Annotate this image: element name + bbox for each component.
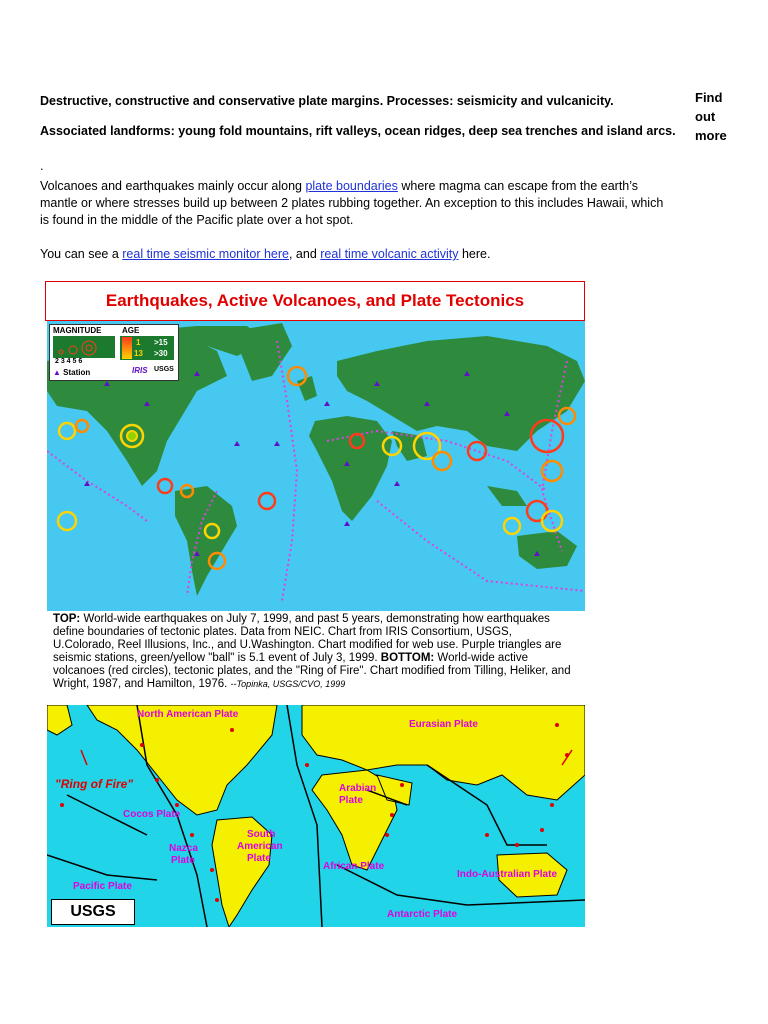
legend-magnitude-label: MAGNITUDE — [53, 326, 102, 335]
label-arabian-1: Arabian — [339, 783, 377, 794]
label-nazca-1: Nazca — [169, 843, 198, 854]
label-nazca-2: Plate — [171, 855, 195, 866]
label-eurasian-plate: Eurasian Plate — [409, 719, 478, 730]
plate-boundaries-link[interactable]: plate boundaries — [305, 179, 398, 193]
age-gradient-bar — [122, 337, 132, 359]
legend-age-1: 1 — [136, 338, 141, 347]
volcanic-activity-link[interactable]: real time volcanic activity — [320, 247, 459, 261]
usgs-small-logo: USGS — [154, 366, 174, 373]
heading-landforms: Associated landforms: young fold mountains, rift valleys, ocean ridges, deep sea trenches and island arcs. — [40, 124, 676, 138]
find-out-more-note — [695, 88, 755, 145]
caption-bottom-text: World-wide active volcanoes (red circles), tectonic plates, and the "Ring of Fire". Chart modified from Tilling, Heliker, and Wright, 1987, and Hamilton, 1976. — [53, 652, 571, 690]
label-cocos-plate: Cocos Plate — [123, 809, 181, 820]
caption-top-text: World-wide earthquakes on July 7, 1999, and past 5 years, demonstrating how earthquakes define boundaries of tectonic plates. Data from NEIC. Chart from IRIS Consortium, USGS, U.Colorado, Reel Illusions, Inc., and U.Washington. Chart modified for web use. Purple triangles are seismic stations, green/yellow "ball" is 5.1 event of July 3, 1999. — [53, 613, 562, 664]
figure-title: Earthquakes, Active Volcanoes, and Plate Tectonics — [45, 281, 585, 321]
legend-age-label: AGE — [122, 326, 140, 335]
label-pacific-plate: Pacific Plate — [73, 881, 132, 892]
usgs-logo — [51, 899, 135, 925]
label-indo-australian-plate: Indo-Australian Plate — [457, 869, 558, 880]
label-african-plate: African Plate — [323, 861, 385, 872]
station-triangle-icon: ▲ — [53, 368, 61, 377]
paragraph-text-end: where magma can escape from the earth’s mantle or where stresses build up between 2 plates rubbing together. An exception to this includes Hawaii, which is found in the middle of the Pacific plate over a hot spot. — [40, 179, 664, 227]
label-ring-of-fire: "Ring of Fire" — [55, 777, 134, 791]
side-note-line-1: Find — [695, 90, 723, 105]
caption-bottom-label: BOTTOM: — [380, 652, 435, 664]
figure-caption — [47, 613, 577, 703]
map-legend — [49, 324, 179, 381]
side-note-line-2: out — [695, 109, 716, 124]
monitor-text-before: You can see a — [40, 247, 123, 261]
stray-dot: . — [40, 159, 44, 173]
magnitude-circles-icon — [53, 336, 115, 358]
label-antarctic-plate: Antarctic Plate — [387, 909, 458, 920]
paragraph-monitors — [40, 246, 670, 263]
side-note-line-3: more — [695, 128, 727, 143]
label-south-american-1: South — [247, 829, 276, 840]
label-south-american-2: American — [237, 841, 283, 852]
legend-age-4: >30 — [154, 349, 168, 358]
heading-plate-margins: Destructive, constructive and conservative plate margins. Processes: seismicity and vulcanicity. — [40, 94, 614, 108]
monitor-text-middle: , and — [288, 247, 321, 261]
label-south-american-3: Plate — [247, 853, 271, 864]
legend-scale: 2 3 4 5 6 — [55, 358, 83, 365]
usgs-logo-text: USGS — [70, 903, 116, 920]
seismic-monitor-link[interactable]: real time seismic monitor here — [122, 247, 289, 261]
paragraph-text-start: Volcanoes and earthquakes mainly occur along — [40, 179, 306, 193]
plate-labels — [47, 705, 585, 927]
legend-magnitude-swatch — [53, 336, 115, 358]
caption-credit: --Topinka, USGS/CVO, 1999 — [230, 679, 346, 689]
plate-tectonics-figure — [45, 281, 585, 927]
july-1999-event-ball — [127, 431, 137, 441]
legend-age-2: >15 — [154, 338, 168, 347]
legend-station — [53, 368, 90, 377]
paragraph-volcanoes — [40, 178, 670, 229]
label-north-american-plate: North American Plate — [137, 709, 239, 720]
caption-top-label: TOP: — [53, 613, 81, 625]
iris-logo: IRIS — [132, 366, 148, 375]
legend-age-3: 13 — [134, 349, 143, 358]
monitor-text-after: here. — [458, 247, 491, 261]
label-arabian-2: Plate — [339, 795, 363, 806]
legend-age-swatch — [120, 336, 174, 360]
legend-station-label: Station — [63, 368, 91, 377]
